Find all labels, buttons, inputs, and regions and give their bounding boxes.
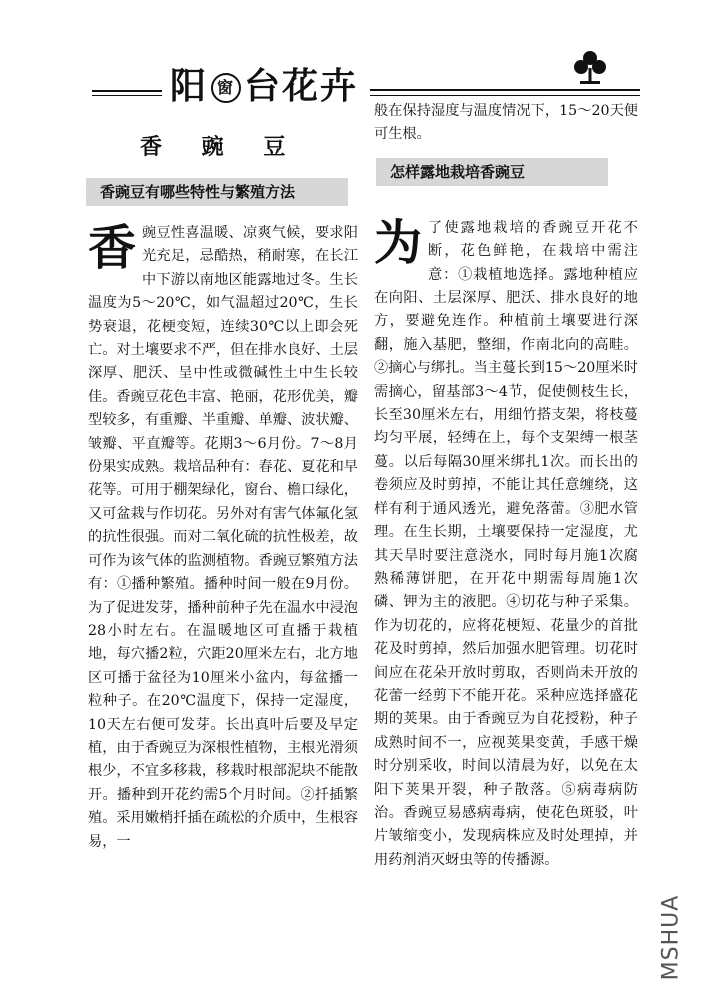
header-right-rule-thin <box>370 95 640 96</box>
header-right-rule <box>370 89 640 91</box>
section-heading-cultivation: 怎样露地栽培香豌豆 <box>376 158 608 186</box>
article-title: 香 豌 豆 <box>140 135 302 160</box>
drop-cap: 为 <box>374 214 423 271</box>
section-body-cultivation: 了使露地栽培的香豌豆开花不断，花色鲜艳，在栽培中需注意：①栽植地选择。露地种植应在向阳、土层深厚、肥沃、排水良好的地方，要避免连作。种植前土壤要进行深翻，施入基肥，整细，作南北向的高畦。②摘心与绑扎。当主蔓长到15～20厘米时需摘心，留基部3～4节，促使侧枝生长，长至30厘米左右，用细竹搭支架，将枝蔓均匀平展，轻缚在上，每个支架缚一根茎蔓。以后每隔30厘米绑扎1次。而长出的卷须应及时剪掉，不能让其任意缠绕，这样有利于通风透光，避免落蕾。③肥水管理。在生长期，土壤要保持一定湿度，尤其天旱时要注意浇水，同时每月施1次腐熟稀薄饼肥，在开花中期需每周施1次磷、钾为主的液肥。④切花与种子采集。作为切花的，应将花梗短、花量少的首批花及时剪掉，然后加强水肥管理。切花时间应在花朵开放时剪取，否则尚未开放的花蕾一经剪下不能开花。采种应选择盛花期的荚果。由于香豌豆为自花授粉，种子成熟时间不一，应视荚果变黄，手感干燥时分别采收，时间以清晨为好，以免在太阳下荚果开裂，种子散落。⑤病毒病防治。香豌豆易感病毒病，使花色斑驳，叶片皱缩变小，发现病株应及时处理掉，并用药剂消灭蚜虫等的传播源。 <box>374 219 638 868</box>
watermark <box>658 885 698 995</box>
left-column <box>88 222 358 854</box>
header-rule-thin <box>92 95 162 96</box>
section-heading-characteristics: 香豌豆有哪些特性与繁殖方法 <box>86 178 348 206</box>
column-title-circle: 窗 <box>211 73 241 103</box>
column-title-part2: 台花卉 <box>244 66 359 107</box>
drop-cap: 香 <box>88 220 137 276</box>
section-body-characteristics: 豌豆性喜温暖、凉爽气候，要求阳光充足，忌酷热，稍耐寒，在长江中下游以南地区能露地过冬。生长温度为5～20℃，如气温超过20℃，生长势衰退，花梗变短，连续30℃以上即会死亡。对土壤要求不严，但在排水良好、土层深厚、肥沃、呈中性或微碱性土中生长较佳。香豌豆花色丰富、艳丽，花形优美，瓣型较多，有重瓣、半重瓣、单瓣、波状瓣、皱瓣、平直瓣等。花期3～6月份。7～8月份果实成熟。栽培品种有：春花、夏花和早花等。可用于棚架绿化，窗台、檐口绿化，又可盆栽与作切花。另外对有害气体氟化氢的抗性很强。而对二氧化硫的抗性极差，故可作为该气体的监测植物。香豌豆繁殖方法有：①播种繁殖。播种时间一般在9月份。为了促进发芽，播种前种子先在温水中浸泡28小时左右。在温暖地区可直播于栽植地，每穴播2粒，穴距20厘米左右，北方地区可播于盆径为10厘米小盆内，每盆播一粒种子。在20℃温度下，保持一定湿度，10天左右便可发芽。长出真叶后要及早定植，由于香豌豆为深根性植物，主根光滑须根少，不宜多移栽，移栽时根部泥块不能散开。播种到开花约需5个月时间。②扦插繁殖。采用嫩梢扦插在疏松的介质中，生根容易，一 <box>88 225 358 850</box>
column-header <box>92 52 362 112</box>
watermark-text: MSHUA <box>658 894 684 981</box>
column-title <box>170 58 358 109</box>
clover-icon <box>570 48 610 88</box>
column-title-part1: 阳 <box>170 66 209 107</box>
right-column <box>374 100 638 872</box>
header-rule <box>92 90 162 92</box>
continued-text: 般在保持湿度与温度情况下，15～20天便可生根。 <box>374 103 638 143</box>
